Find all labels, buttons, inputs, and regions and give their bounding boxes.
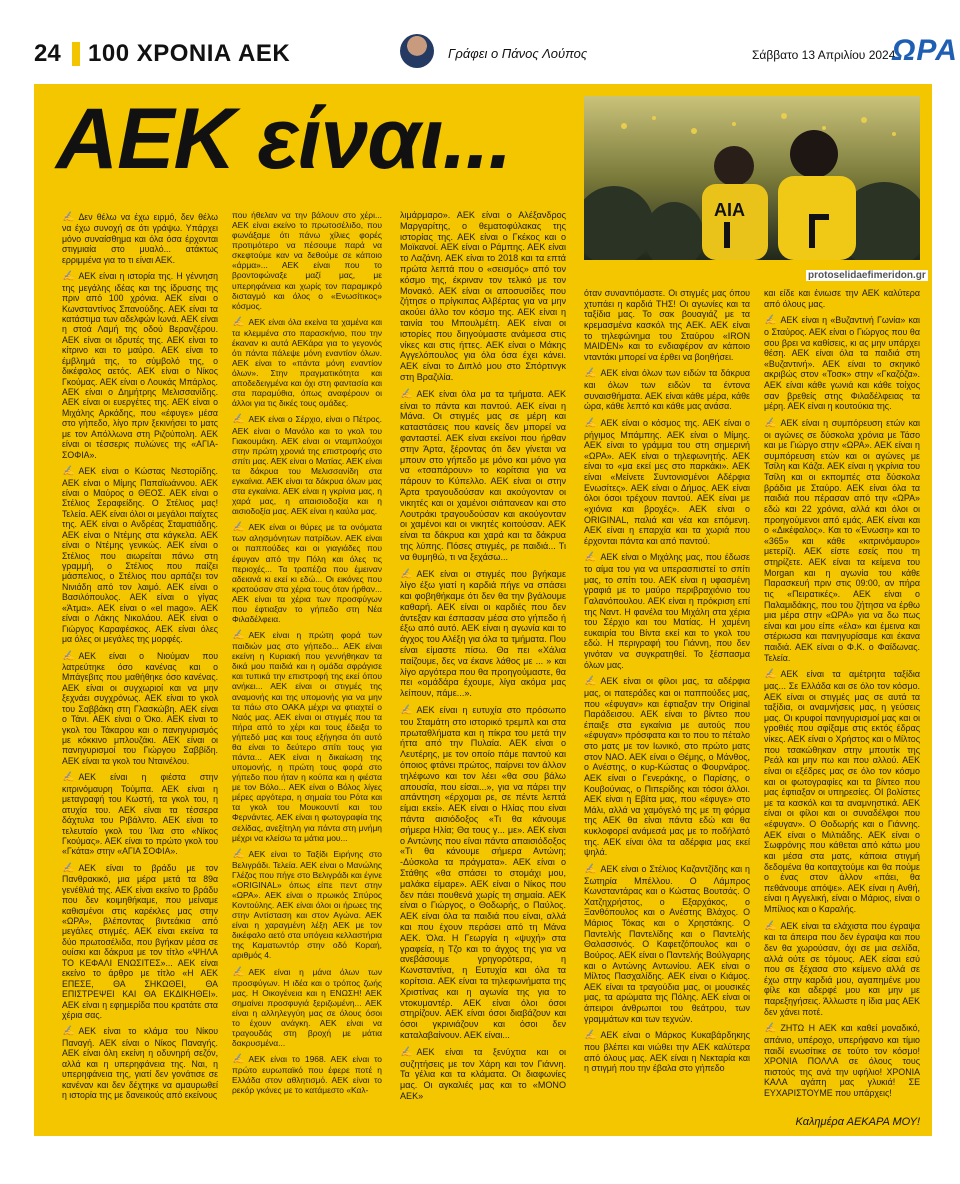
pen-icon: ✍: [584, 676, 597, 688]
pen-icon: ✍: [400, 705, 413, 717]
paragraph: ✍ ΑΕΚ είναι η φιέστα στην κιτρινόμαυρη Τούμπα. ΑΕΚ είναι η μεταγραφή του Κωστή, τα γκολ του, η ατυχία του. ΑΕΚ είναι τα τέσσερα δάχτυλα του Ριβάλντο. ΑΕΚ είναι το τελευταίο γκολ του Ίλια στο «Νίκος Γκούμας». ΑΕΚ είναι το πρώτο γκολ του «Γκάτα» στην «ΑΓΙΑ ΣΟΦΙΑ».: [62, 772, 218, 857]
paragraph: ✍ ΑΕΚ είναι όλων των ειδών τα δάκρυα και όλων των ειδών τα έντονα συναισθήματα. ΑΕΚ είναι κάθε μέρα, κάθε ώρα, κάθε λεπτό και κάθε μας ανάσα.: [584, 368, 750, 412]
article-signoff: Καλημέρα ΑΕΚΑΡΑ ΜΟΥ!: [795, 1116, 920, 1128]
paragraph: ✍ ΑΕΚ είναι το βράδυ με τον Πανθρακικό, μια μέρα μετά τα 89α γενέθλιά της. ΑΕΚ είναι εκείνο το βράδυ που δεν κοιμηθήκαμε, που μείναμε καθισμένοι στις καρέκλες μας στην «ΩΡΑ», βλέποντας βιντεάκια από μεγάλες στιγμές. ΑΕΚ είναι εκείνα τα δύο πρωτοσέλιδα, που βγήκαν μέσα σε ουίσκι και δάκρυα με τον τίτλο «ΨΗΛΑ ΤΟ ΚΕΦΑΛΙ ΕΝΩΣΙΤΕΣ»... ΑΕΚ είναι εκείνο το άρθρο με τίτλο «Η ΑΕΚ ΕΠΕΣΕ, ΘΑ ΣΗΚΩΘΕΙ, ΘΑ ΕΠΙΣΤΡΕΨΕΙ ΚΑΙ ΘΑ ΕΚΔΙΚΗΘΕΙ». ΑΕΚ είναι η εφημερίδα που κρατάτε στα χέρια σας.: [62, 862, 218, 1020]
paragraph: που ήθελαν να την βάλουν στο χέρι... ΑΕΚ είναι εκείνο το πρωτοσέλιδο, που φωνάξαμε ότι πάνω χίλιες φορές προτιμότερο να πέσουμε παρά να σκεφτούμε καν να δεθούμε σε κάποιο «άρμα»... ΑΕΚ είναι που το βροντοφώναξε μαζί μας, με υπερηφάνεια και χωρίς τον παραμικρό δισταγμό και όλος ο «Ενωσίτικος» κόσμος.: [232, 210, 382, 311]
section-title: 100 ΧΡΟΝΙΑ ΑΕΚ: [88, 40, 291, 67]
pen-icon: ✍: [62, 212, 75, 223]
paragraph: ✍ ΑΕΚ είναι οι φίλοι μας, τα αδέρφια μας, οι πατεράδες και οι παππούδες μας, που «έφυγαν» και έφτιαξαν την Original Παράδεισου. ΑΕΚ είναι το βίντεο που έπαιξε στα εγκαίνια με αυτούς που «έφυγαν» πρόσφατα και το που το πέταλο στο ματς με τον Ιωνικό, στο πρώτο ματς στον ΝΑΟ. ΑΕΚ είναι ο Θέμης, ο Μάνθος, ο Ανέστης, ο κυρ-Κώστας ο Φουρνάρος. ΑΕΚ είναι ο Γενεράκης, ο Παρίσης, ο Κουβούνιας, ο Πιπερίδης και τόσοι άλλοι. ΑΕΚ είναι η Εβίτα μας, που «έφυγε» στο Μάλι, αλλά να χαμόγελό της με τη φόρμα της ΑΕΚ θα είναι πάντα εδώ και θα κυκλοφορεί ανάμεσά μας με το ποδήλατό της. ΑΕΚ είναι όλα τα αδέρφια μας εκεί ψηλά.: [584, 676, 750, 858]
article-column-3: [400, 210, 566, 1108]
pen-icon: ✍: [62, 650, 75, 662]
paragraph: ✍ ΑΕΚ είναι ο Σέρχιο, είναι ο Πέτρος. ΑΕΚ είναι ο Μανόλο και το γκολ του Γιακουμάκη. ΑΕΚ είναι οι νταμπλούχοι στην πρώτη χρονιά της επιστροφής στο σπίτι μας. ΑΕΚ είναι ο Ματίας. ΑΕΚ είναι τα δάκρυα του Μελισσανίδη στα εγκαίνια. ΑΕΚ είναι τα δάκρυα όλων μας στα εγκαίνια. ΑΕΚ είναι η γκρίνια μας, η χαρά μας, η απαισιοδοξία και η αισιοδοξία μας. ΑΕΚ είναι η καύλα μας.: [232, 414, 382, 517]
jersey-lettering: ΑΙΑ: [714, 200, 745, 220]
pen-icon: ✍: [584, 1030, 597, 1042]
paragraph: ✍ ΑΕΚ είναι ο Στέλιος Καζαντζίδης και η Σωτηρία Μπέλλου. Ο Λάμπρος Κωνσταντάρας και ο Κώστας Βουτσάς. Ο Χατζηχρήστος, ο Εξαρχάκος, ο Ξανθόπουλος και ο Ανέστης Βλάχος. Ο Μάριος Τόκας και ο Χρηστάκης. Ο Παντελής Παντελίδης και ο Παντελής Θαλασσινός. Ο Καφετζόπουλος και ο Βούρος. ΑΕΚ είναι ο Παντελής Βούλγαρης και ο Αντώνης Αντωνίου. ΑΕΚ είναι ο Μίλτος Πασχαλίδης. ΑΕΚ είναι ο Κιάμος. ΑΕΚ είναι τα τραγούδια μας, οι μουσικές μας, τα αρώματα της Πόλης. ΑΕΚ είναι οι άπειροι άνθρωποι του θεάτρου, των γραμμάτων και των τεχνών.: [584, 863, 750, 1024]
pen-icon: ✍: [584, 552, 597, 564]
paragraph: όταν συναντιόμαστε. Οι στιγμές μας όπου χτυπάει η καρδιά ΤΗΣ! Οι αγωνίες και τα ταξίδια μας. Το σακ βουαγιάζ με τα κρεμασμένα κασκόλ της ΑΕΚ. ΑΕΚ είναι το τηλεφώνημα του Σταύρου «IRON MAIDEN» και το ενδιαφέρον αν κάποιο νταντάκι μπορεί να έρθει να βοηθήσει.: [584, 288, 750, 362]
paragraph: ✍ ΑΕΚ είναι το κλάμα του Νίκου Παναγή. ΑΕΚ είναι ο Νίκος Παναγής. ΑΕΚ είναι όλη εκείνη η οδυνηρή σεζόν, αλλά και η υπερηφάνεια της. Ναι, η υπερηφάνεια της, γιατί δεν γονάτισε σε κανέναν και δεν δέχτηκε να αμαυρωθεί η ιστορία της με δανεικούς από εκείνους: [62, 1026, 218, 1100]
page-number: 24: [34, 40, 61, 67]
paragraph: ✍ ΑΕΚ είναι ο κόσμος της. ΑΕΚ είναι ο ρήγιμος Μπάμπης. ΑΕΚ είναι ο Μίμης. ΑΕΚ είναι το γράμμα του στη σημερινή «ΩΡΑ». ΑΕΚ είναι ο τηλεφωνητής. ΑΕΚ είναι το «μα εκεί μες στο παρκάκι». ΑΕΚ είναι «Μείνετε Συντονισμένοι Αδέρφια Ενωσίτες». ΑΕΚ είναι ο Δήμος. ΑΕΚ είναι όλοι όσοι τρέχουν παντού. ΑΕΚ είναι με «χιόνια και βροχές». ΑΕΚ είναι ο ORIGINAL, παλιά και νέα και επόμενη. ΑΕΚ είναι η επαρχία και τα χωριά που έρχονται πάντα και από παντού.: [584, 417, 750, 546]
pen-icon: ✍: [232, 316, 245, 328]
author-avatar: [400, 34, 434, 68]
pen-icon: ✍: [62, 1026, 75, 1038]
author-label: Γράφει ο Πάνος Λούπος: [448, 46, 588, 61]
pen-icon: ✍: [232, 966, 245, 978]
article-column-2: [232, 210, 382, 1101]
pen-icon: ✍: [764, 669, 777, 681]
pen-icon: ✍: [764, 315, 777, 327]
paragraph: ✍ ΑΕΚ είναι τα ξενύχτια και οι συζητήσεις με τον Χάρη και τον Γιάννη. Τα γέλια και τα κλάματα. Οι διαφωνίες μας. Οι αγκαλιές μας και το «ΜΟΝΟ ΑΕΚ»: [400, 1046, 566, 1101]
paragraph: ✍ ΑΕΚ είναι ο Μάρκος Κυκαβάρδηκης που βλέπει και νιώθει την ΑΕΚ καλύτερα από όλους μας. ΑΕΚ είναι η Νεκταρία και η στιγμή που την έβαλα στο γήπεδο: [584, 1030, 750, 1074]
paragraph: ✍ ΑΕΚ είναι η «Βυζαντινή Γωνία» και ο Σταύρος. ΑΕΚ είναι ο Γιώργος που θα σου βρει να καθίσεις, κι ας μην υπάρχει θέση. ΑΕΚ είναι όλα τα παιδιά στη «Βυζαντινή». ΑΕΚ είναι το σκηνικό ακριβώς στον «Τοσκ» στην «Γκαζόζα». ΑΕΚ είναι κάθε γωνιά και κάθε τοίχος σαν βρεθείς στης Φιλαδέλφειας τα μέρη. ΑΕΚ είναι η κουτούκια της.: [764, 315, 920, 412]
pen-icon: ✍: [232, 1054, 245, 1066]
pen-icon: ✍: [232, 848, 245, 860]
pen-icon: ✍: [584, 863, 597, 875]
newspaper-logo: ΩΡΑ: [892, 34, 958, 67]
paragraph: ✍ ΑΕΚ είναι ο Μιχάλης μας, που έδωσε το αίμα του για να υπερασπιστεί το σπίτι μας, το σπίτι του. ΑΕΚ είναι η υφασμένη γραφιά με το μαύρο περιβραχιόνιο του Γαλανόπουλου. ΑΕΚ είναι η πρόκριση επί της Ναντ. Η φανέλα του Μιχάλη στα χέρια του Σέρχιο και του Ματίας. Η χαμένη ευκαιρία του Βίντα εκεί και το γκολ του εδώ. Η περιγραφή του Γιάννη, που δεν γινόταν να συγκρατηθεί. Το ξέσπασμα όλων μας.: [584, 552, 750, 670]
pen-icon: ✍: [62, 862, 75, 874]
pen-icon: ✍: [232, 414, 245, 426]
article-column-4: [584, 288, 750, 1080]
paragraph: ✍ ΑΕΚ είναι οι θύρες με τα ονόματα των αλησμόνητων πατρίδων. ΑΕΚ είναι οι παππούδες και οι γιαγιάδες που έφυγαν από την Πόλη και όλες τις περιοχές... Τα τραπέζια που έμειναν αδειανά κι εκεί κι εδώ... Οι εικόνες που κρατούσαν στα χέρια τους όταν ήρθαν... ΑΕΚ είναι τα χέρια των προσφύγων που έφτιαξαν το γήπεδο στη Νέα Φιλαδέλφεια.: [232, 522, 382, 624]
paragraph: ✍ ΑΕΚ είναι ο Κώστας Νεστορίδης. ΑΕΚ είναι ο Μίμης Παπαϊωάννου. ΑΕΚ είναι ο Μαύρος ο ΘΕΟΣ. ΑΕΚ είναι ο Στέλιος Σεραφείδης. Ο Στέλιος μας! Τελεία. ΑΕΚ είναι όλοι οι μεγάλοι παίχτες της. ΑΕΚ είναι ο Ανδρέας Σταματιάδης. ΑΕΚ είναι ο Ντέμης στα κάγκελα. ΑΕΚ είναι ο Ντέμης γενικώς. ΑΕΚ είναι ο Στέλιος που αιωρείται πάνω στη γραμμή, ο Στέλιος που παίζει μάσπελιος, ο Στέλιος που αρπάζει τον Νινιάδη από τον λαιμό. ΑΕΚ είναι ο Βασιλόπουλος. ΑΕΚ είναι ο γίγας «Άτμα». ΑΕΚ είναι ο «el mago». ΑΕΚ είναι ο Λάκης Νικολάου. ΑΕΚ είναι ο Γιώργος Καραφέσκος. ΑΕΚ είναι όλες μα όλες οι μεγάλες της μορφές.: [62, 466, 218, 645]
pen-icon: ✍: [764, 417, 777, 429]
paragraph: ✍ Δεν θέλω να έχω ειρμό, δεν θέλω να έχω συνοχή σε ότι γράψω. Υπάρχει μόνο συναίσθημα και όλα όσα έρχονται στιγμιαία στο μυαλό... ατάκτως ερριμμένα για το τι είναι ΑΕΚ.: [62, 212, 218, 265]
pen-icon: ✍: [584, 368, 597, 380]
issue-date: Σάββατο 13 Απριλίου 2024: [752, 48, 896, 62]
paragraph: ✍ ΑΕΚ είναι η ιστορία της. Η γέννηση της μεγάλης ιδέας και της ίδρυσης της πριν από 100 χρόνια. ΑΕΚ είναι ο Κωνσταντίνος Σπανούδης. ΑΕΚ είναι τα κατάστιμα των αδελφών Ιωνά. ΑΕΚ είναι η στοά Λαμή της οδού Βερανζέρου. ΑΕΚ είναι οι ιδρυτές της. ΑΕΚ είναι το κίτρινο και το μαύρο. ΑΕΚ είναι το έμβλημά της, το σύμβολό της, ο δικέφαλος αετός. ΑΕΚ είναι ο Νίκος Γκούμας. ΑΕΚ είναι ο Λουκάς Μπάρλος. ΑΕΚ είναι ο Δημήτρης Μελισσανίδης. ΑΕΚ είναι οι ευεργέτες της. ΑΕΚ είναι ο Μιχάλης Αρκάδης, που «έφυγε» μέσα στο γήπεδο, λίγο πριν ξεκινήσει το ματς με τον Απόλλωνα στη Ριζούπολη. ΑΕΚ είναι οι τέσσερις πυλώνες της «ΑΓΙΑ-ΣΟΦΙΑ».: [62, 271, 218, 460]
pen-icon: ✍: [584, 417, 597, 429]
pen-icon: ✍: [764, 920, 777, 932]
pen-icon: ✍: [764, 1023, 777, 1035]
paragraph: ✍ ΑΕΚ είναι το Ταξίδι Ειρήνης στο Βελιγράδι. Τελεία. ΑΕΚ είναι ο Μανώλης Γλέζος που πήγε στο Βελιγράδι και έγινε «ORIGINAL» όπως είπε πεντ στην «ΩΡΑ». ΑΕΚ είναι ο πρωικός Σπύρος Κοντούλης. ΑΕΚ είναι όλοι οι ήρωες της στην Αντίσταση και στον Αγώνα. ΑΕΚ είναι η χαραγμένη λέξη ΑΕΚ με τον δικέφαλο αετό στα υπόγεια κελλαστήρια της Καματωντόρ στην οδό Κοραή, αριθμός 4.: [232, 848, 382, 961]
paragraph: και είδε και ένιωσε την ΑΕΚ καλύτερα από όλους μας.: [764, 288, 920, 309]
pen-icon: ✍: [62, 271, 75, 283]
header-separator: [72, 42, 80, 66]
pen-icon: ✍: [400, 1046, 413, 1058]
paragraph: ✍ ΖΗΤΩ Η ΑΕΚ και καθεί μοναδικό, απάνιο, υπέροχο, υπερήφανο και τίμιο παιδί ενωσίτικε σε τούτο τον κόσμο! ΧΡΟΝΙΑ ΠΟΛΛΑ σε όλους τους πιστούς της ανά την υφήλιο! ΧΡΟΝΙΑ ΚΑΛΑ αγάπη μας γλυκιά! ΣΕ ΕΥΧΑΡΙΣΤΟΥΜΕ που υπάρχεις!: [764, 1023, 920, 1098]
paragraph: λιμάρμαρο». ΑΕΚ είναι ο Αλέξανδρος Μαργαρίτης, ο θεματοφύλακας της ιστορίας της. ΑΕΚ είναι ο Γκέκος και ο Μοϊκανοί. ΑΕΚ είναι ο Ράμπης. ΑΕΚ είναι το Λαζάνη. ΑΕΚ είναι το 2018 και τα επτά πρώτα λεπτά που ο «σεισμός» από τον κόσμο της, έκριναν τον τελικό με τον Μονακό. ΑΕΚ είναι οι αποσυσίδες που ζήτησε ο πρίγκιπας Αλβέρτας για να μην ακούει άλλο τον κόσμο της. ΑΕΚ είναι η ταινία του Μπουλμέτη. ΑΕΚ είναι οι ιστορίες που διηγούμαστε ανάμεσα στις νίκες και στις ήττες. ΑΕΚ είναι ο Μάκης Αγγελόπουλος για όλα όσα έχει κάνει. ΑΕΚ είναι το Διπλό μου στο Σπόρτινγκ στη Βραζιλία.: [400, 210, 566, 382]
article-column-5: [764, 288, 920, 1105]
article-photo: [584, 96, 920, 260]
pen-icon: ✍: [232, 630, 245, 642]
pen-icon: ✍: [62, 772, 75, 784]
paragraph: ✍ ΑΕΚ είναι όλα εκείνα τα χαμένα και τα κλεμμένα στο παρασκήνιο, που την έκαναν κι αυτά ΑΕΚάρα για το γεγονός ότι πάντα πάλεψε μόνη εναντίον όλων. ΑΕΚ είναι το «πάντα μόνη εναντίον όλων». Στην πραγματικότητα και αποδεδειγμένα και όχι στη φαντασία και στα παραμύθια, όπως αναφέρουν οι άλλοι για τις δικές τους ομάδες.: [232, 316, 382, 409]
pen-icon: ✍: [400, 568, 413, 580]
paragraph: ✍ ΑΕΚ είναι ο Νιούμαν που λατρεύτηκε όσο κανένας και ο Μπάγεβιτς που μαθήθηκε όσο κανένας. ΑΕΚ είναι οι συγχωριοί και να μην ξεχνάει συγχρόνως. ΑΕΚ είναι το γκολ του Σαββάκη στη Γλασκώβη. ΑΕΚ είναι ο Τάνι. ΑΕΚ είναι ο Όκο. ΑΕΚ είναι το γκολ του Τάκαρου και ο πανηγυρισμός με κόκκινο μπλουζάκι. ΑΕΚ είναι οι πανηγυρισμοί του Γιώργου Σαββίδη. ΑΕΚ είναι τα γκολ του Νταινέλου.: [62, 650, 218, 766]
article-column-1: [62, 212, 218, 1106]
paragraph: ✍ ΑΕΚ είναι η συμπόρευση ετών και οι αγώνες σε δύσκολα χρόνια με Τάσο και με Γιώργο στην «ΩΡΑ». ΑΕΚ είναι η συμπόρευση ετών και οι αγώνες με Τσίλη και Κάζα. ΑΕΚ είναι η γκρίνια του Τσίλη και οι εκπομπές στα δύσκολα βράδια με Σταύρο. ΑΕΚ είναι όλα τα παιδιά που πέρασαν από την «ΩΡΑ» εδώ και 22 χρόνια, αλλά και όλοι οι προηγούμενοι από εμάς. ΑΕΚ είναι και ο «Δικέφαλος». Και το «Ένωση» και το «365» και κάθε «κιτρινόμαυρο» μετερίζι. ΑΕΚ είστε εσείς που τη στηρίζετε. ΑΕΚ είναι τα κείμενα του Morgan και η αγωνία του κάθε Παρασκευή πριν στις 09:00, αν πήρα τις «Πειρατικές». ΑΕΚ είναι ο Παλαμιδάκης, που του ζήτησα να έρθω μια μέρα στην «ΩΡΑ» για να δω πως είναι και μου είπε «έλα» και έμεινα και στέριωσα και πανηγυρίσαμε και έκανα παιδιά. ΑΕΚ είναι ο Φ.Κ. ο Φαίδωνας. Τελεία.: [764, 417, 920, 663]
paragraph: ✍ ΑΕΚ είναι τα αμέτρητα ταξίδια μας... Σε Ελλάδα και σε όλο τον κόσμο. ΑΕΚ είναι οι στιγμές μας σε αυτά τα ταξίδια, οι αναμνήσεις μας, η γεύσεις μας. Οι κρυφοί πανηγυρισμοί μας και οι γροθιές που σφίξαμε στις εκτός έδρας νίκες. ΑΕΚ είναι ο Χρήστος και ο Μίλτος που τσακώθηκαν στην μπουτίκ της Ρεάλ και μην πω και που αλλού. ΑΕΚ είναι οι εξέδρες μας σε όλο τον κόσμο και οι φωτογραφίες και τα βίντεο που μας έφτιαξαν οι υπηρεσίες. ΟΙ βολίστες με τα κασκόλ και τα αναμνηστικά. ΑΕΚ είναι οι φίλοι και οι συναδέλφοι που «έφυγαν». Ο Θοδωρής και ο Γιάννης. ΑΕΚ είναι ο Μιλτιάδης. ΑΕΚ είναι ο Σωφρόνης που κάθεται από κάτω μου και μέσα στα ματς, κάποια στιγμή δεδομένα θα κοιταχτούμε και θα πούμε ο ένας στον άλλον «πάει, θα πεθάνουμε απόψε». ΑΕΚ είναι η Ανθή, είναι η Αγγελική, είναι ο Μάριος, είναι ο Μπίλιος και ο Καραλής.: [764, 669, 920, 914]
stadium-photo: [584, 96, 920, 260]
paragraph: ✍ ΑΕΚ είναι το 1968. ΑΕΚ είναι το πρώτο ευρωπαϊκό που έφερε ποτέ η Ελλάδα στον αθλητισμό. ΑΕΚ είναι το ρεκόρ γκόνες με το κατάμεστο «Καλ-: [232, 1054, 382, 1096]
paragraph: ✍ ΑΕΚ είναι οι στιγμές που βγήκαμε λίγο έξω γιατί η καρδιά πήγε να σπάσει και φοβηθήκαμε ότι δεν θα την βγάλουμε καθαρή. ΑΕΚ είναι οι καρδιές που δεν άντεξαν και έσπασαν μέσα στο γήπεδο ή έξω από αυτό. ΑΕΚ είναι η αγωνία και το άγχος του Αλέξη για όλα τα τμήματα. Που είναι είμαστε πίσω. Θα πει «Χάλια παίζουμε, δες να έκανε λάθος με ... » και λίγο αργότερα που θα προηγούμαστε, θα πει «ομάδάρα έχουμε, λίγα ακόμα μας λείπουν, πάμε...».: [400, 568, 566, 699]
page-header: [0, 0, 960, 82]
paragraph: ✍ ΑΕΚ είναι όλα μα τα τμήματα. ΑΕΚ είναι το πάντα και παντού. ΑΕΚ είναι η Μάνα. Οι στιγμές μας σε μέρη και καταστάσεις που κανείς δεν μπορεί να φανταστεί. ΑΕΚ είναι εκείνοι που ήρθαν στην Άρτα, ξέροντας ότι δεν γίνεται να μπουν στο γήπεδο με μόνο και μόνο για να «τσαπάρουν» το κορίτσια για να πάρουν το Κύπελλο. ΑΕΚ είναι οι στην Άρτα τραγουδούσαν και ακούγονταν οι νικητές και οι χαμένοι σιάπανεαν και στο Λουτράκι τραγουδούσαν και ακούγονταν οι χαμένοι και οι νικητές κοιτούσαν. ΑΕΚ είναι τα δάκρυα και χαρά και τα δάκρυα της λύπης. Πόσες στιγμές, ρε παιδιά... Τι να θυμηθώ, τι να ξεχάσω...: [400, 388, 566, 562]
paragraph: ✍ ΑΕΚ είναι η ευτυχία στο πρόσωπο του Σταμάτη στο ιστορικό τρεμπλ και στα πρωταθλήματα και η πίκρα του μετά την ήττα από την Πυλαία. ΑΕΚ είναι ο Λευτέρης, με τον οποίο πάμε παντού και όποιος φτάνει πρώτος, παίρνει τον άλλον τηλέφωνο και τον λέει «θα σου βάλω απουσία, που είσαι...», για να πάρει την απάντηση «έρχομαι ρε, σε πέντε λεπτά είμαι εκεί». ΑΕΚ είναι ο Ηλίας που είναι πάντα αισιόδοξος «Τι θα κάνουμε σήμερα Ηλία; Θα τους γ... με». ΑΕΚ είναι ο Αντώνης που είναι πάντα απαισιόδοξος «Τι θα κάνουμε σήμερα Αντώνη; -Δύσκολα τα πράγματα». ΑΕΚ είναι ο Στάθης «θα σπάσει το στομάχι μου, μαλάκα είμαρε». ΑΕΚ είναι ο Νίκος που δεν πάει πουθενά χωρίς τη σημαία. ΑΕΚ είναι ο Γιώργος, ο Θοδωρής, ο Παύλος. ΑΕΚ είναι όλα τα παιδιά που είναι, αλλά και που έχουν περάσει από τη Μάνα ΑΕΚ. Όλα. Η Γεωργία η «ψυχή» στα γραφεία, η Τζο και το άγχος της για να ανεβάσουμε γρηγορότερα, η Κωνσταντίνα, η Ευτυχία και όλα τα κορίτσια. ΑΕΚ είναι τα τηλεφωνήματα της Χριστίνας και η αγωνία της για το ντοκυμαντέρ. ΑΕΚ είναι όλοι όσοι στηρίζουν. ΑΕΚ είναι όσοι διαβάζουν και όσοι γκρινιάζουν και όσοι δεν καταλαβαίνουν. ΑΕΚ είναι...: [400, 705, 566, 1040]
article-headline: ΑΕΚ είναι...: [56, 91, 512, 187]
paragraph: ✍ ΑΕΚ είναι η μάνα όλων των προσφύγων. Η ιδέα και ο τρόπος ζωής μας. Η Οικογένεια και η ΕΝΩΣΗ! ΑΕΚ σημαίνει προσφυγιά ξεριζωμένη... ΑΕΚ είναι η αλληλεγγύη μας σε όλους όσοι το έχουν ανάγκη. ΑΕΚ είναι να τραγουδάς στη βροχή με μάτια δακρυσμένα...: [232, 966, 382, 1049]
photo-credit: protoselidaefimeridon.gr: [808, 270, 926, 281]
paragraph: ✍ ΑΕΚ είναι η πρώτη φορά των παιδιών μας στο γήπεδο... ΑΕΚ είναι εκείνη η Κυριακή που γεννήθηκαν τα δικά μου παιδιά και η ομάδα σφράγισε και τυπικά την επιστροφή της εκεί όπου ανήκει... ΑΕΚ είναι οι στιγμές της αναμονής και της υπομονής για να μην τα πάω στο ΟΑΚΑ μέχρι να φτιαχτεί ο Ναός μας. ΑΕΚ είναι οι στιγμές που τα πήρα από το χέρι και τους έδειξα το γήπεδό μας και τους εξήγησα ότι αυτό θα είναι το δεύτερο σπίτι τους για πάντα... ΑΕΚ είναι η δικαίωση της υπομονής, η πρώτη τους φορά στο γήπεδο που ήταν η κούπα και η φιέστα με τον Βόλο... ΑΕΚ είναι ο Βόλος λίγες μέρες αργότερα, η σημαία του Ρότα και τα γκολ του Μουκουντί και του Φερνάντες. ΑΕΚ είναι η φωτογραφία της σελίδας, ανεξίτηλη για πάντα στη μνήμη μέχρι να κλείσω τα μάτια μου...: [232, 630, 382, 843]
paragraph: ✍ ΑΕΚ είναι τα ελάχιστα που έγραψα και τα άπειρα που δεν έγραψα και που δεν θα χωρούσαν, όχι σε μια σελίδα, αλλά ούτε σε τόμους. ΑΕΚ είσαι εσύ που σε ξέχασα στο κείμενο αλλά σε έχω στην καρδιά μου, αγαπημένε μου φίλε και αδερφέ μου και μην με παρεξηγήσεις. Άλλωστε η ίδια μας ΑΕΚ δεν χάνει ποτέ.: [764, 920, 920, 1017]
pen-icon: ✍: [400, 388, 413, 400]
pen-icon: ✍: [62, 466, 75, 478]
pen-icon: ✍: [232, 522, 245, 534]
